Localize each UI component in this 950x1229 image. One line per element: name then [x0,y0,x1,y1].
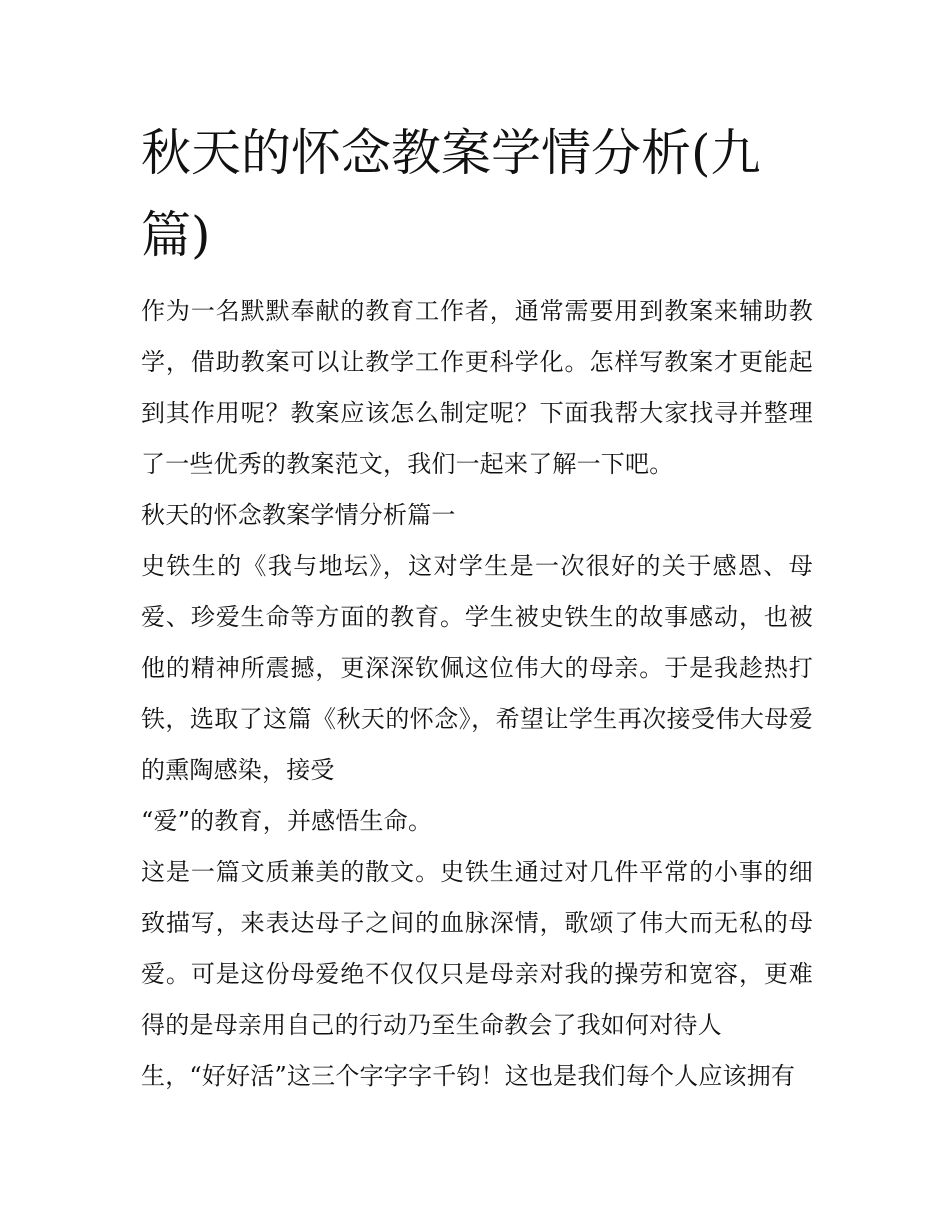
body-paragraph: 这是一篇文质兼美的散文。史铁生通过对几件平常的小事的细致描写，来表达母子之间的血脉深情，歌颂了伟大而无私的母爱。可是这份母爱绝不仅仅只是母亲对我的操劳和宽容，更难得的是母亲用自己的行动乃至生命教会了我如何对待人 [141,858,813,1039]
body-paragraph: 史铁生的《我与地坛》，这对学生是一次很好的关于感恩、母爱、珍爱生命等方面的教育。学生被史铁生的故事感动，也被他的精神所震撼，更深深钦佩这位伟大的母亲。于是我趁热打铁，选取了这篇《秋天的怀念》，希望让学生再次接受伟大母爱的熏陶感染，接受 [141,552,813,784]
intro-paragraph: 作为一名默默奉献的教育工作者，通常需要用到教案来辅助教学，借助教案可以让教学工作更科学化。怎样写教案才更能起到其作用呢？教案应该怎么制定呢？下面我帮大家找寻并整理了一些优秀的教案范文，我们一起来了解一下吧。 [141,297,813,478]
section-heading: 秋天的怀念教案学情分析篇一 [141,501,456,529]
body-paragraph: “爱”的教育，并感悟生命。 [141,807,433,835]
page-title: 秋天的怀念教案学情分析(九篇) [141,124,761,264]
document-body [141,112,813,1102]
body-paragraph: 生，“好好活”这三个字字字千钧！这也是我们每个人应该拥有 [141,1062,796,1090]
